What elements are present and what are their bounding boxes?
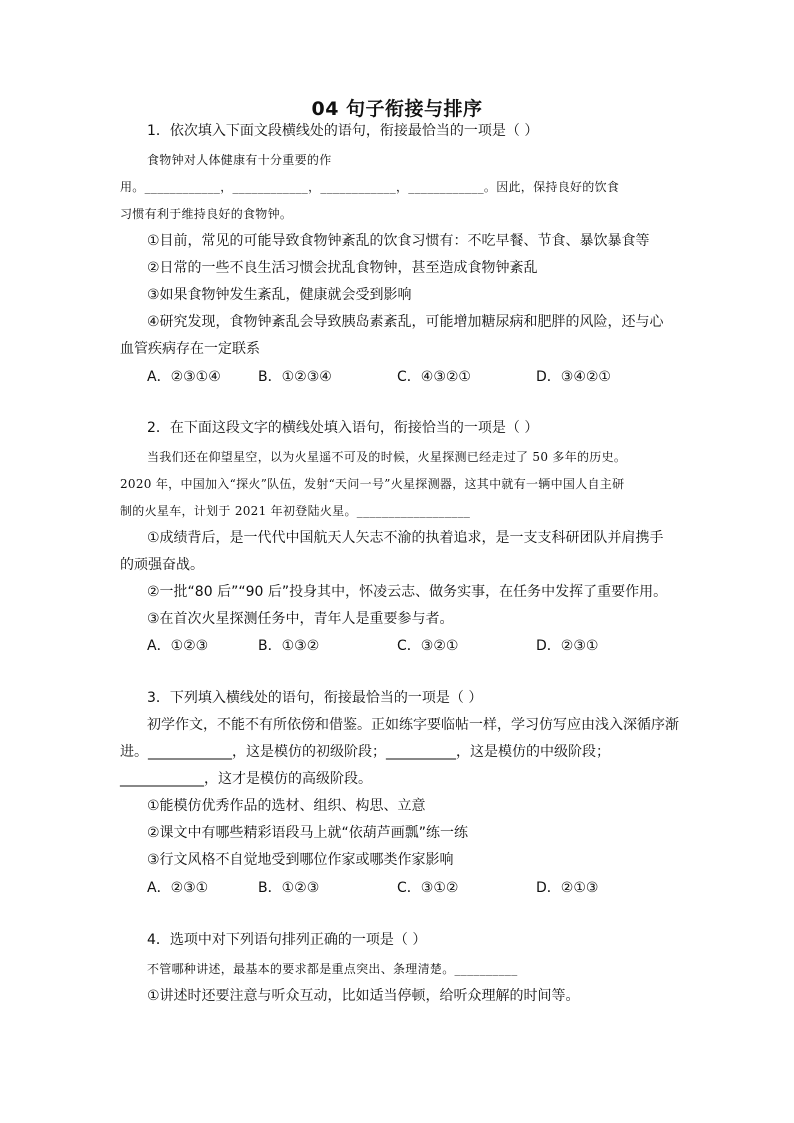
q2-stem: 2．在下面这段文字的横线处填入语句，衔接恰当的一项是（ ） bbox=[147, 420, 539, 436]
q4-sentence-1: ①讲述时还要注意与听众互动，比如适当停顿，给听众理解的时间等。 bbox=[147, 988, 580, 1004]
q2-sentence-1-cont: 的顽强奋战。 bbox=[120, 557, 204, 573]
q1-passage-line-1: 食物钟对人体健康有十分重要的作 bbox=[147, 153, 332, 167]
q2-option-c: C．③②① bbox=[397, 638, 459, 654]
q3-sentence-1: ①能模仿优秀作品的选材、组织、构思、立意 bbox=[147, 798, 426, 814]
q3-stem: 3．下列填入横线处的语句，衔接最恰当的一项是（ ） bbox=[147, 690, 483, 706]
q3-option-d: D．②①③ bbox=[536, 880, 599, 896]
q2-passage-line-2: 2020 年，中国加入“探火”队伍，发射“天问一号”火星探测器，这其中就有一辆中国人自主研 bbox=[120, 477, 625, 491]
q2-option-d: D．②③① bbox=[536, 638, 599, 654]
q1-option-b: B．①②③④ bbox=[258, 369, 332, 385]
q1-sentence-4-cont: 血管疾病存在一定联系 bbox=[120, 341, 260, 357]
page-title: 04 句子衔接与排序 bbox=[311, 98, 483, 120]
q4-passage-line-1: 不管哪种讲述，最基本的要求都是重点突出、条理清楚。__________ bbox=[147, 962, 518, 976]
q2-sentence-2: ②一批“80 后”“90 后”投身其中，怀凌云志、做务实事，在任务中发挥了重要作用。 bbox=[147, 584, 668, 600]
q2-option-a: A．①②③ bbox=[147, 638, 209, 654]
q1-sentence-2: ②日常的一些不良生活习惯会扰乱食物钟，甚至造成食物钟紊乱 bbox=[147, 260, 538, 276]
q2-passage-line-3: 制的火星车，计划于 2021 年初登陆火星。__________________ bbox=[120, 504, 471, 518]
q3-passage-line-1: 初学作文，不能不有所依傍和借鉴。正如练字要临帖一样，学习仿写应由浅入深循序渐 bbox=[147, 717, 679, 733]
q3-option-a: A．②③① bbox=[147, 880, 209, 896]
q1-sentence-3: ③如果食物钟发生紊乱，健康就会受到影响 bbox=[147, 287, 412, 303]
q1-option-c: C．④③②① bbox=[397, 369, 471, 385]
q4-stem: 4．选项中对下列语句排列正确的一项是（ ） bbox=[147, 932, 427, 948]
q1-sentence-1: ①目前，常见的可能导致食物钟紊乱的饮食习惯有：不吃早餐、节食、暴饮暴食等 bbox=[147, 233, 650, 249]
q1-option-d: D．③④②① bbox=[536, 369, 611, 385]
q1-passage-line-3: 习惯有利于维持良好的食物钟。 bbox=[120, 207, 293, 221]
q1-sentence-4: ④研究发现，食物钟紊乱会导致胰岛素紊乱，可能增加糖尿病和肥胖的风险，还与心 bbox=[147, 314, 664, 330]
q3-sentence-2: ②课文中有哪些精彩语段马上就“依葫芦画瓢”练一练 bbox=[147, 825, 469, 841]
q2-option-b: B．①③② bbox=[258, 638, 320, 654]
q3-passage-line-2: 进。____________，这是模仿的初级阶段；__________，这是模仿的中级阶段； bbox=[120, 744, 610, 760]
q1-stem: 1．依次填入下面文段横线处的语句，衔接最恰当的一项是（ ） bbox=[147, 123, 539, 139]
q3-option-b: B．①②③ bbox=[258, 880, 320, 896]
q3-passage-line-3: ____________，这才是模仿的高级阶段。 bbox=[120, 771, 372, 787]
q1-passage-line-2: 用。____________，____________，____________，____________。因此，保持良好的饮食 bbox=[120, 180, 620, 194]
q3-sentence-3: ③行文风格不自觉地受到哪位作家或哪类作家影响 bbox=[147, 852, 454, 868]
q3-option-c: C．③①② bbox=[397, 880, 459, 896]
q2-sentence-3: ③在首次火星探测任务中，青年人是重要参与者。 bbox=[147, 611, 454, 627]
q1-option-a: A．②③①④ bbox=[147, 369, 221, 385]
q2-sentence-1: ①成绩背后，是一代代中国航天人矢志不渝的执着追求，是一支支科研团队并肩携手 bbox=[147, 530, 664, 546]
q2-passage-line-1: 当我们还在仰望星空，以为火星遥不可及的时候，火星探测已经走过了 50 多年的历史。 bbox=[147, 450, 627, 464]
